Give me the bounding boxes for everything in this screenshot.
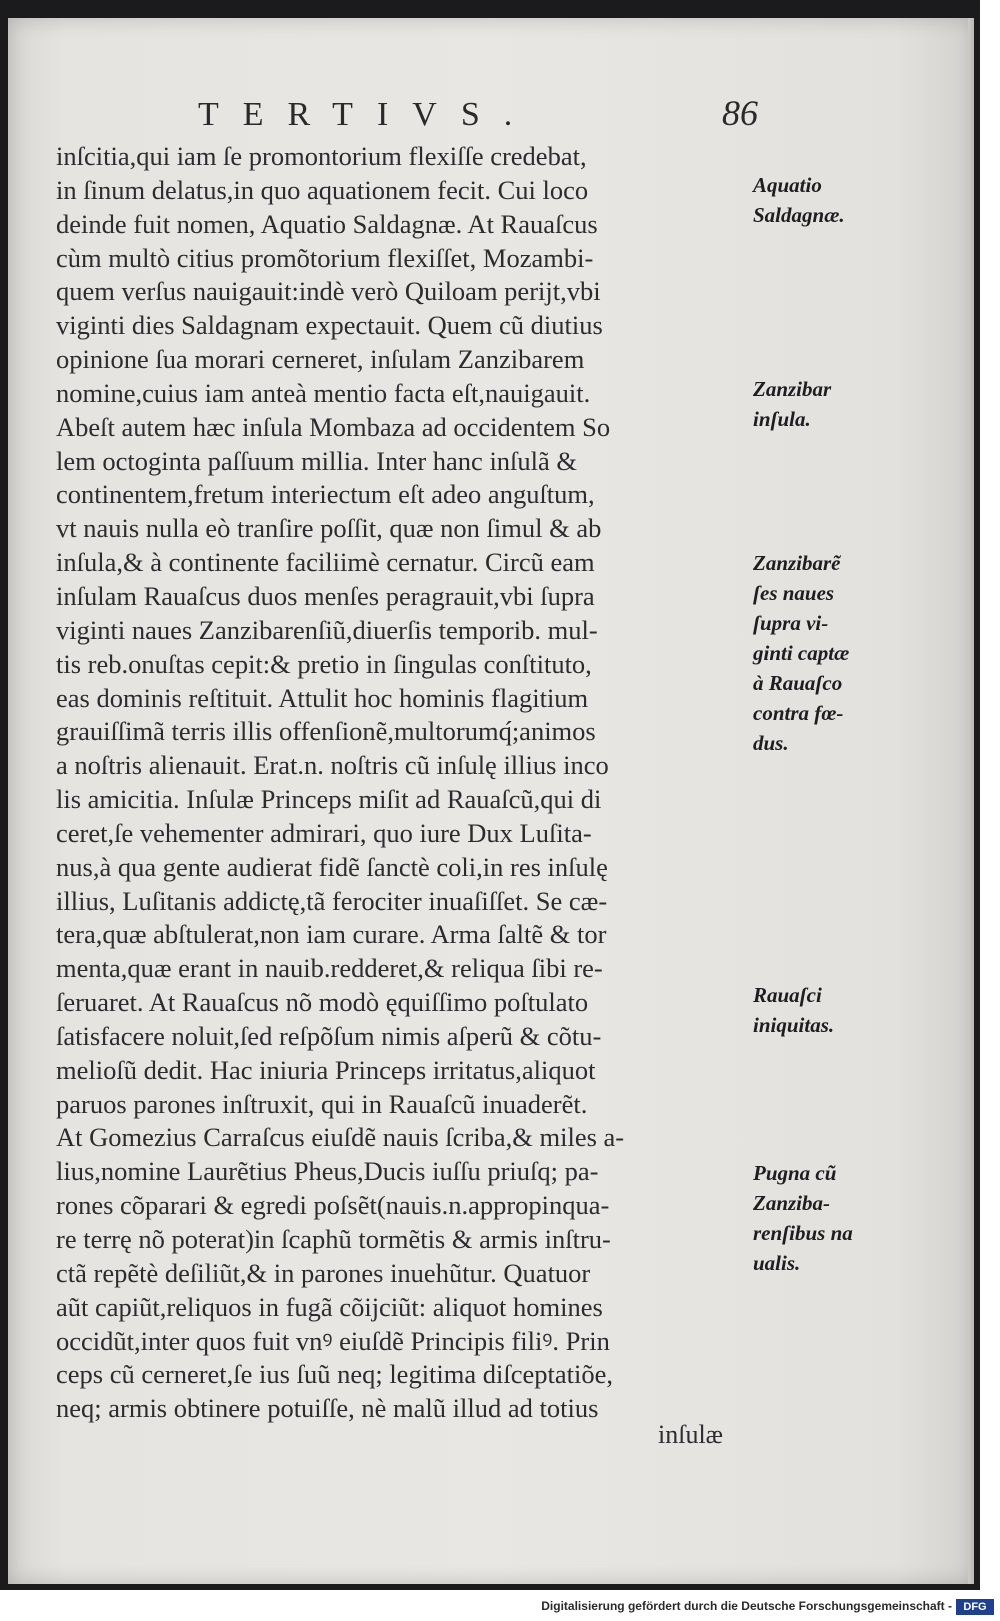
text-line: grauiſſimã terris illis offenſionẽ,multorumq́;animos	[56, 716, 596, 747]
text-line: in ſinum delatus,in quo aquationem fecit. Cui loco	[56, 174, 589, 205]
text-line: ceps cũ cerneret,ſe ius ſuũ neq; legitima diſceptatiõe,	[56, 1359, 614, 1390]
text-line: inſula,& à continente faciliimè cernatur. Circũ eam	[56, 547, 595, 578]
marginal-note-line: ſes naues	[753, 581, 835, 605]
text-line: lius,nomine Laurẽtius Pheus,Ducis iuſſu priuſq; pa-	[56, 1156, 599, 1187]
text-line: re terrę nõ poterat)in ſcaphũ tormẽtis & armis inſtru-	[56, 1224, 611, 1254]
text-line: lem octoginta paſſuum millia. Inter hanc inſulã &	[56, 445, 578, 476]
marginal-note-line: Zanziba-	[753, 1191, 831, 1215]
running-head	[198, 93, 758, 140]
marginal-note-line: ualis.	[753, 1251, 801, 1275]
marginal-note-zanzibar	[753, 374, 893, 434]
text-line: inſulam Rauaſcus duos menſes peragrauit,vbi ſupra	[56, 580, 595, 611]
text-line: viginti naues Zanzibarenſiũ,diuerſis temporib. mul-	[56, 614, 598, 645]
marginal-note-iniquitas	[753, 980, 893, 1040]
marginal-note-line: dus.	[753, 731, 789, 755]
text-line: cùm multò citius promõtorium flexiſſet, Mozambi-	[56, 242, 594, 273]
marginal-note-line: ginti captæ	[753, 641, 850, 665]
text-line: rones cõparari & egredi poſsẽt(nauis.n.appropinqua-	[56, 1190, 610, 1221]
marginal-note-aquatio	[753, 170, 893, 230]
text-line: occidũt,inter quos fuit vnꝰ eiuſdẽ Principis filiꝰ. Prin	[56, 1325, 610, 1356]
text-line: ceret,ſe vehementer admirari, quo iure Dux Luſita-	[56, 817, 592, 848]
marginal-note-line: ſupra vi-	[753, 611, 829, 635]
text-line: nus,à qua gente audierat fidẽ ſanctè coli,in res inſulę	[56, 851, 608, 882]
marginal-note-line: renſibus na	[753, 1221, 853, 1245]
text-line: lis amicitia. Inſulæ Princeps miſit ad Rauaſcũ,qui di	[56, 784, 602, 815]
marginal-note-naues	[753, 548, 893, 758]
catchword: inſulæ	[658, 1420, 724, 1449]
footer-credit: Digitalisierung gefördert durch die Deutsche Forschungsgemeinschaft -	[541, 1599, 952, 1613]
text-line: a noſtris alienauit. Erat.n. noſtris cũ inſulę illius inco	[56, 750, 609, 781]
text-line: menta,quæ erant in nauib.redderet,& reliqua ſibi re-	[56, 953, 603, 984]
dfg-logo: DFG	[956, 1599, 994, 1615]
text-line: neq; armis obtinere potuiſſe, nè malũ illud ad totius	[56, 1393, 599, 1424]
body-text	[56, 140, 746, 1426]
marginal-note-line: Saldagnæ.	[753, 203, 845, 227]
text-line: opinione ſua morari cerneret, inſulam Zanzibarem	[56, 344, 585, 375]
marginal-note-line: iniquitas.	[753, 1013, 835, 1037]
running-head-title: TERTIVS.	[198, 96, 537, 133]
text-line: ſatisfacere noluit,ſed reſpõſum nimis aſperũ & cõtu-	[56, 1020, 602, 1051]
marginal-note-line: Zanzibarẽ	[753, 551, 841, 575]
marginal-note-line: Pugna cũ	[753, 1161, 837, 1185]
text-line: ctã repẽtè deſiliũt,& in parones inuehũtur. Quatuor	[56, 1257, 591, 1288]
text-line: viginti dies Saldagnam expectauit. Quem cũ diutius	[56, 310, 603, 341]
text-line: ſeruaret. At Rauaſcus nõ modò ęquiſſimo poſtulato	[56, 987, 589, 1018]
page-number: 86	[722, 93, 758, 133]
text-line: aũt capiũt,reliquos in fugã cõijciũt: aliquot homines	[56, 1291, 603, 1322]
text-line: continentem,fretum interiectum eſt adeo anguſtum,	[56, 479, 595, 510]
text-line: tis reb.onuſtas cepit:& pretio in ſingulas conſtituto,	[56, 648, 592, 679]
marginal-note-pugna	[753, 1158, 893, 1278]
marginal-note-line: Zanzibar	[753, 377, 832, 401]
marginal-note-line: Rauaſci	[753, 983, 822, 1007]
book-page	[8, 18, 974, 1584]
footer-bar	[0, 1597, 1000, 1621]
text-line: paruos parones inſtruxit, qui in Rauaſcũ inuaderẽt.	[56, 1088, 588, 1119]
text-line: Abeſt autem hæc inſula Mombaza ad occidentem So	[56, 411, 611, 442]
marginal-note-line: inſula.	[753, 407, 811, 431]
text-line: nomine,cuius iam anteà mentio facta eſt,nauigauit.	[56, 377, 591, 408]
marginal-note-line: Aquatio	[753, 173, 822, 197]
text-line: illius, Luſitanis addictę,tã ferociter inuaſiſſet. Se cæ-	[56, 885, 608, 916]
marginal-note-line: à Rauaſco	[753, 671, 843, 695]
text-line: At Gomezius Carraſcus eiuſdẽ nauis ſcriba,& miles a-	[56, 1122, 625, 1153]
text-line: deinde fuit nomen, Aquatio Saldagnæ. At Rauaſcus	[56, 208, 598, 239]
text-line: quem verſus nauigauit:indè verò Quiloam perijt,vbi	[56, 276, 601, 307]
page-edge	[968, 18, 974, 1584]
marginal-note-line: contra fœ-	[753, 701, 844, 725]
text-line: tera,quæ abſtulerat,non iam curare. Arma ſaltẽ & tor	[56, 919, 607, 950]
text-line: vt nauis nulla eò tranſire poſſit, quæ non ſimul & ab	[56, 513, 602, 544]
text-line: eas dominis reſtituit. Attulit hoc hominis flagitium	[56, 682, 589, 713]
text-line: melioſũ dedit. Hac iniuria Princeps irritatus,aliquot	[56, 1054, 596, 1085]
text-line: inſcitia,qui iam ſe promontorium flexiſſe credebat,	[56, 141, 587, 171]
